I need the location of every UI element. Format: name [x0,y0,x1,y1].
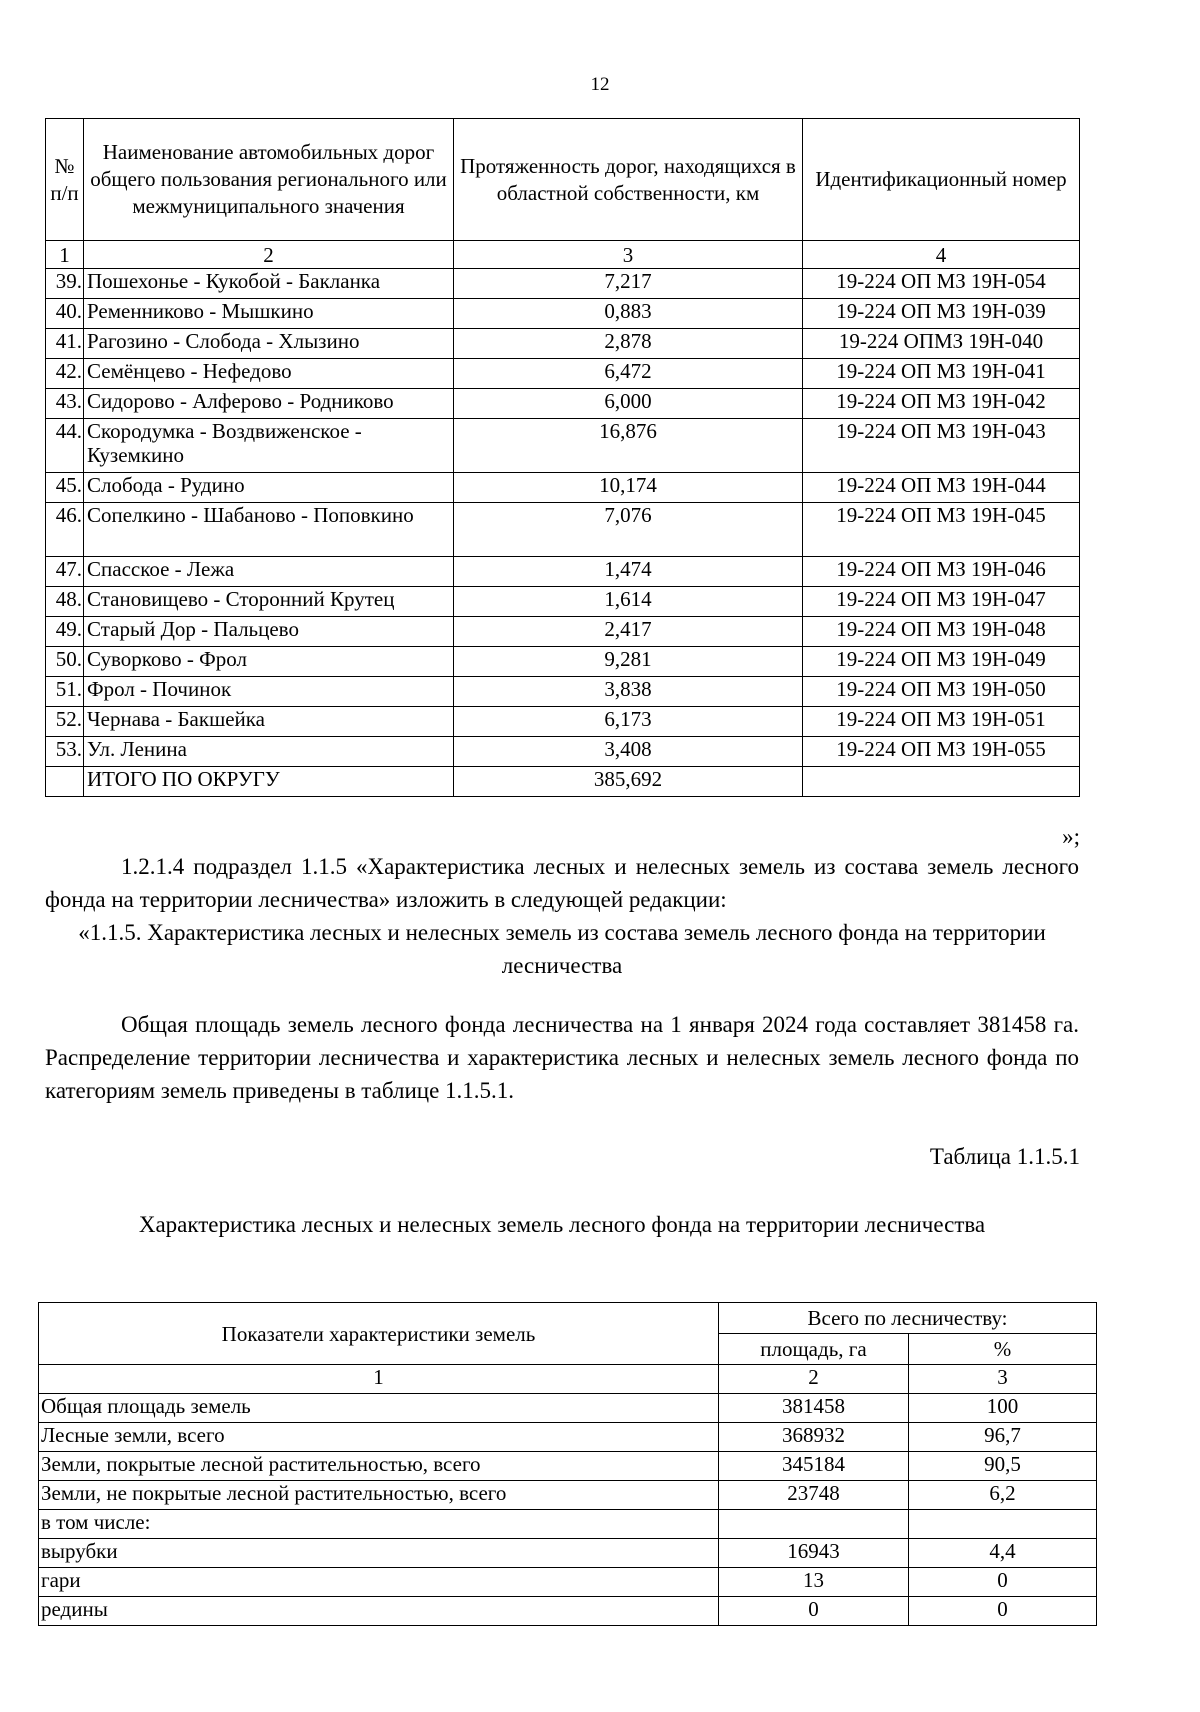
table-row [46,503,1080,557]
table-row [46,737,1080,767]
road-id: 19-224 ОП МЗ 19Н-044 [803,473,1080,503]
total-length: 385,692 [454,767,803,797]
land-table-body [39,1394,1097,1626]
header-percent: % [909,1334,1097,1365]
road-length: 6,000 [454,389,803,419]
table-row [46,473,1080,503]
road-name: Становищево - Сторонний Крутец [84,587,454,617]
road-id: 19-224 ОП МЗ 19Н-045 [803,503,1080,557]
road-number: 41. [46,329,84,359]
amendment-paragraph: 1.2.1.4 подраздел 1.1.5 «Характеристика лесных и нелесных земель из состава земель лесного фонда на территории лесничества» изложить в следующей редакции: [45,854,1079,912]
header-length: Протяженность дорог, находящихся в областной собственности, км [454,119,803,241]
road-name: Рагозино - Слобода - Хлызино [84,329,454,359]
indicator-label: Общая площадь земель [39,1394,719,1423]
column-index: 4 [803,241,1080,269]
percent-value: 96,7 [909,1423,1097,1452]
road-length: 6,472 [454,359,803,389]
road-length: 9,281 [454,647,803,677]
road-name: Чернава - Бакшейка [84,707,454,737]
road-length: 6,173 [454,707,803,737]
road-id: 19-224 ОП МЗ 19Н-041 [803,359,1080,389]
road-number: 45. [46,473,84,503]
road-number: 50. [46,647,84,677]
table-row [39,1568,1097,1597]
road-name: Сопелкино - Шабаново - Поповкино [84,503,454,557]
column-index: 1 [39,1365,719,1394]
road-id: 19-224 ОП МЗ 19Н-050 [803,677,1080,707]
total-id [803,767,1080,797]
road-number: 49. [46,617,84,647]
indicator-label: вырубки [39,1539,719,1568]
percent-value: 6,2 [909,1481,1097,1510]
road-name: Ременниково - Мышкино [84,299,454,329]
column-index: 3 [454,241,803,269]
table-row [39,1597,1097,1626]
area-value: 381458 [719,1394,909,1423]
table-row [39,1539,1097,1568]
table-row [46,299,1080,329]
road-name: Пошехонье - Кукобой - Бакланка [84,269,454,299]
road-length: 1,614 [454,587,803,617]
road-id: 19-224 ОПМЗ 19Н-040 [803,329,1080,359]
header-area: площадь, га [719,1334,909,1365]
page-number: 12 [590,74,610,95]
road-name: Суворково - Фрол [84,647,454,677]
indicator-label: Земли, не покрытые лесной растительностью, всего [39,1481,719,1510]
section-heading: «1.1.5. Характеристика лесных и нелесных земель из состава земель лесного фонда на территории лесничества [78,920,1046,978]
road-id: 19-224 ОП МЗ 19Н-051 [803,707,1080,737]
area-value: 345184 [719,1452,909,1481]
road-length: 2,878 [454,329,803,359]
road-length: 7,217 [454,269,803,299]
road-name: Семёнцево - Нефедово [84,359,454,389]
area-value [719,1510,909,1539]
table-row [46,707,1080,737]
road-number: 44. [46,419,84,473]
total-label: ИТОГО ПО ОКРУГУ [84,767,454,797]
area-value: 16943 [719,1539,909,1568]
total-num [46,767,84,797]
table-row [39,1452,1097,1481]
area-value: 13 [719,1568,909,1597]
road-number: 48. [46,587,84,617]
column-index: 2 [84,241,454,269]
header-total-group: Всего по лесничеству: [719,1303,1097,1334]
road-length: 0,883 [454,299,803,329]
table-row [39,1394,1097,1423]
column-index: 3 [909,1365,1097,1394]
table-row [46,329,1080,359]
total-row [46,767,1080,797]
road-id: 19-224 ОП МЗ 19Н-055 [803,737,1080,767]
table-row [46,617,1080,647]
header-num: № п/п [46,119,84,241]
road-length: 16,876 [454,419,803,473]
land-table [38,1302,1097,1626]
table-row [46,647,1080,677]
percent-value: 90,5 [909,1452,1097,1481]
road-length: 3,408 [454,737,803,767]
roads-table-body [46,269,1080,797]
percent-value: 100 [909,1394,1097,1423]
road-length: 1,474 [454,557,803,587]
table-row [46,677,1080,707]
closing-quote: »; [1062,824,1080,849]
road-id: 19-224 ОП МЗ 19Н-047 [803,587,1080,617]
road-name: Сидорово - Алферово - Родниково [84,389,454,419]
column-index: 2 [719,1365,909,1394]
road-number: 47. [46,557,84,587]
road-number: 46. [46,503,84,557]
indicator-label: Земли, покрытые лесной растительностью, всего [39,1452,719,1481]
road-name: Ул. Ленина [84,737,454,767]
table-row [39,1423,1097,1452]
area-value: 0 [719,1597,909,1626]
road-number: 42. [46,359,84,389]
table-row [46,419,1080,473]
indicator-label: редины [39,1597,719,1626]
column-index: 1 [46,241,84,269]
road-name: Фрол - Починок [84,677,454,707]
table-row [39,1481,1097,1510]
percent-value [909,1510,1097,1539]
road-number: 40. [46,299,84,329]
road-id: 19-224 ОП МЗ 19Н-043 [803,419,1080,473]
percent-value: 0 [909,1568,1097,1597]
header-id: Идентификационный номер [803,119,1080,241]
road-length: 10,174 [454,473,803,503]
roads-table [45,118,1080,797]
indicator-label: Лесные земли, всего [39,1423,719,1452]
table-row [46,587,1080,617]
header-road-name: Наименование автомобильных дорог общего пользования регионального или межмуниципального значения [84,119,454,241]
table-title: Характеристика лесных и нелесных земель лесного фонда на территории лесничества [138,1212,986,1237]
header-indicator: Показатели характеристики земель [39,1303,719,1365]
table-row [39,1510,1097,1539]
road-name: Спасское - Лежа [84,557,454,587]
road-name: Скородумка - Воздвиженское - Куземкино [84,419,454,473]
indicator-label: гари [39,1568,719,1597]
table-row [46,359,1080,389]
road-length: 3,838 [454,677,803,707]
area-value: 23748 [719,1481,909,1510]
forest-area-paragraph: Общая площадь земель лесного фонда лесничества на 1 января 2024 года составляет 381458 га. Распределение территории лесничества и характеристика лесных и нелесных земель лесного фонда по категориям земель приведены в таблице 1.1.5.1. [45,1012,1079,1103]
table-label: Таблица 1.1.5.1 [929,1144,1080,1169]
road-name: Старый Дор - Пальцево [84,617,454,647]
road-number: 51. [46,677,84,707]
road-id: 19-224 ОП МЗ 19Н-048 [803,617,1080,647]
road-name: Слобода - Рудино [84,473,454,503]
road-length: 2,417 [454,617,803,647]
road-id: 19-224 ОП МЗ 19Н-046 [803,557,1080,587]
table-row [46,389,1080,419]
road-id: 19-224 ОП МЗ 19Н-049 [803,647,1080,677]
road-id: 19-224 ОП МЗ 19Н-054 [803,269,1080,299]
percent-value: 0 [909,1597,1097,1626]
road-number: 53. [46,737,84,767]
percent-value: 4,4 [909,1539,1097,1568]
road-id: 19-224 ОП МЗ 19Н-042 [803,389,1080,419]
road-number: 39. [46,269,84,299]
road-id: 19-224 ОП МЗ 19Н-039 [803,299,1080,329]
table-row [46,557,1080,587]
road-number: 52. [46,707,84,737]
road-length: 7,076 [454,503,803,557]
road-number: 43. [46,389,84,419]
indicator-label: в том числе: [39,1510,719,1539]
table-row [46,269,1080,299]
area-value: 368932 [719,1423,909,1452]
